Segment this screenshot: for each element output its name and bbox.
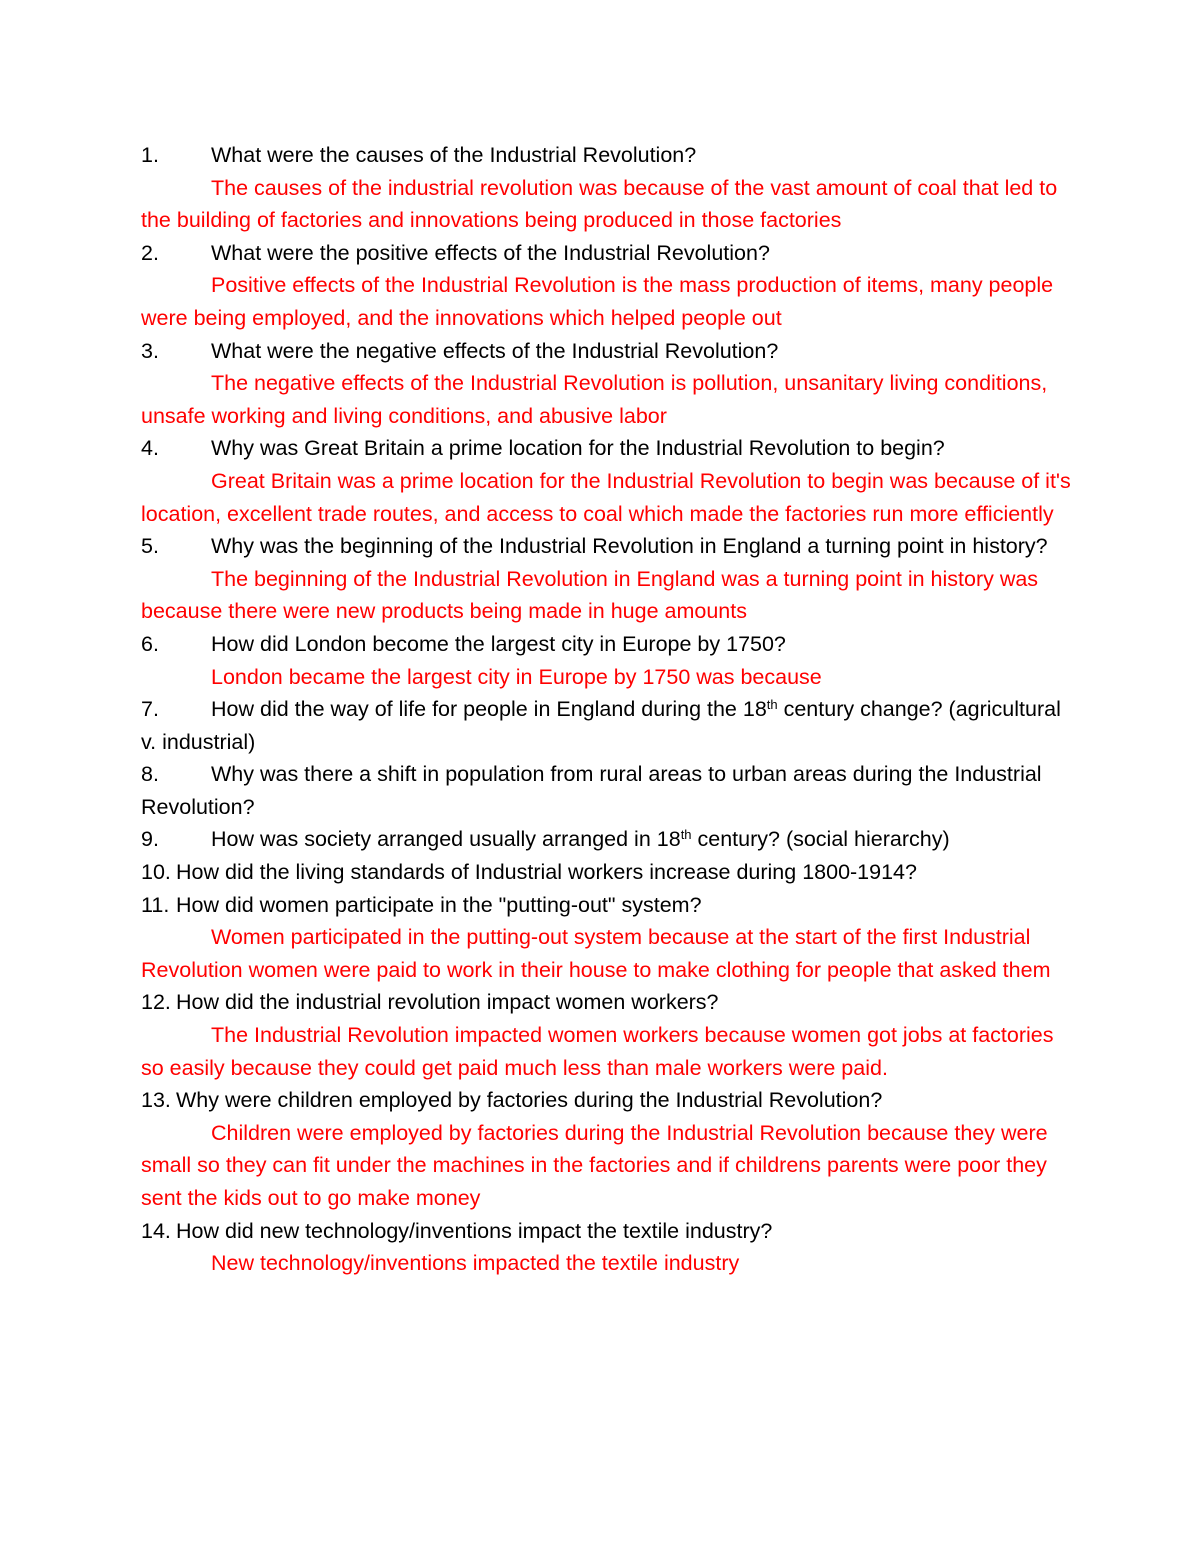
question-4 (141, 432, 1071, 465)
ordinal-superscript: th (766, 697, 778, 713)
document-page (141, 139, 1071, 1280)
question-12 (141, 986, 1071, 1019)
ordinal-superscript: th (680, 827, 692, 843)
question-number: 2. (141, 240, 159, 265)
question-number: 13. (141, 1088, 171, 1113)
answer-14: New technology/inventions impacted the textile industry (211, 1251, 740, 1276)
answer-2: Positive effects of the Industrial Revolution is the mass production of items, many people were being employed, and the innovations which helped people out (141, 273, 1054, 330)
question-number: 3. (141, 338, 159, 363)
question-number: 8. (141, 762, 159, 787)
question-5 (141, 530, 1071, 563)
question-3 (141, 335, 1071, 368)
question-text-part-b: century? (social hierarchy) (691, 827, 950, 852)
question-14 (141, 1215, 1071, 1248)
question-text: How did women participate in the "putting-out" system? (176, 892, 702, 917)
question-text: How did the living standards of Industrial workers increase during 1800-1914? (176, 860, 917, 885)
question-number: 9. (141, 827, 159, 852)
question-text: Why was the beginning of the Industrial Revolution in England a turning point in history? (211, 534, 1048, 559)
question-text: What were the negative effects of the Industrial Revolution? (211, 338, 779, 363)
answer-6: London became the largest city in Europe by 1750 was because (211, 664, 822, 689)
answer-11: Women participated in the putting-out system because at the start of the first Industrial Revolution women were paid to work in their house to make clothing for people that asked them (141, 925, 1051, 982)
question-7 (141, 693, 1071, 758)
question-number: 14. (141, 1218, 171, 1243)
answer-4: Great Britain was a prime location for the Industrial Revolution to begin was because of it's location, excellent trade routes, and access to coal which made the factories run more efficiently (141, 468, 1071, 526)
question-text: How did new technology/inventions impact the textile industry? (176, 1218, 773, 1243)
question-text: Why was there a shift in population from rural areas to urban areas during the Industrial Revolution? (141, 762, 1042, 819)
question-6 (141, 628, 1071, 661)
question-text: Why was Great Britain a prime location for the Industrial Revolution to begin? (211, 436, 945, 461)
question-11 (141, 889, 1071, 922)
question-13 (141, 1084, 1071, 1117)
question-text: How did the industrial revolution impact women workers? (176, 990, 719, 1015)
question-number: 10. (141, 860, 171, 885)
question-number: 6. (141, 631, 159, 656)
question-number: 11. (141, 892, 170, 917)
question-8 (141, 758, 1071, 823)
question-2 (141, 237, 1071, 270)
question-text: Why were children employed by factories during the Industrial Revolution? (176, 1088, 883, 1113)
question-text: How did London become the largest city in Europe by 1750? (211, 631, 786, 656)
question-number: 4. (141, 436, 159, 461)
answer-3: The negative effects of the Industrial Revolution is pollution, unsanitary living conditions, unsafe working and living conditions, and abusive labor (141, 371, 1048, 428)
question-10 (141, 856, 1071, 889)
question-text-part-a: How did the way of life for people in England during the 18 (211, 697, 767, 722)
answer-5: The beginning of the Industrial Revolution in England was a turning point in history was because there were new products being made in huge amounts (141, 566, 1039, 624)
answer-1: The causes of the industrial revolution was because of the vast amount of coal that led to the building of factories and innovations being produced in those factories (141, 175, 1058, 233)
question-text: What were the causes of the Industrial Revolution? (211, 143, 697, 167)
question-text-part-a: How was society arranged usually arranged in 18 (211, 827, 681, 852)
question-number: 1. (141, 143, 159, 167)
question-number: 5. (141, 534, 159, 559)
question-number: 12. (141, 990, 171, 1015)
question-1 (141, 139, 1071, 172)
question-text: What were the positive effects of the Industrial Revolution? (211, 240, 770, 265)
question-9 (141, 823, 1071, 856)
answer-13: Children were employed by factories during the Industrial Revolution because they were small so they can fit under the machines in the factories and if childrens parents were poor they sent the kids out to go make money (141, 1120, 1048, 1210)
question-number: 7. (141, 697, 159, 722)
answer-12: The Industrial Revolution impacted women workers because women got jobs at factories so easily because they could get paid much less than male workers were paid. (141, 1023, 1054, 1080)
question-text-part-b: century change? (agricultural v. industrial) (141, 697, 1061, 754)
